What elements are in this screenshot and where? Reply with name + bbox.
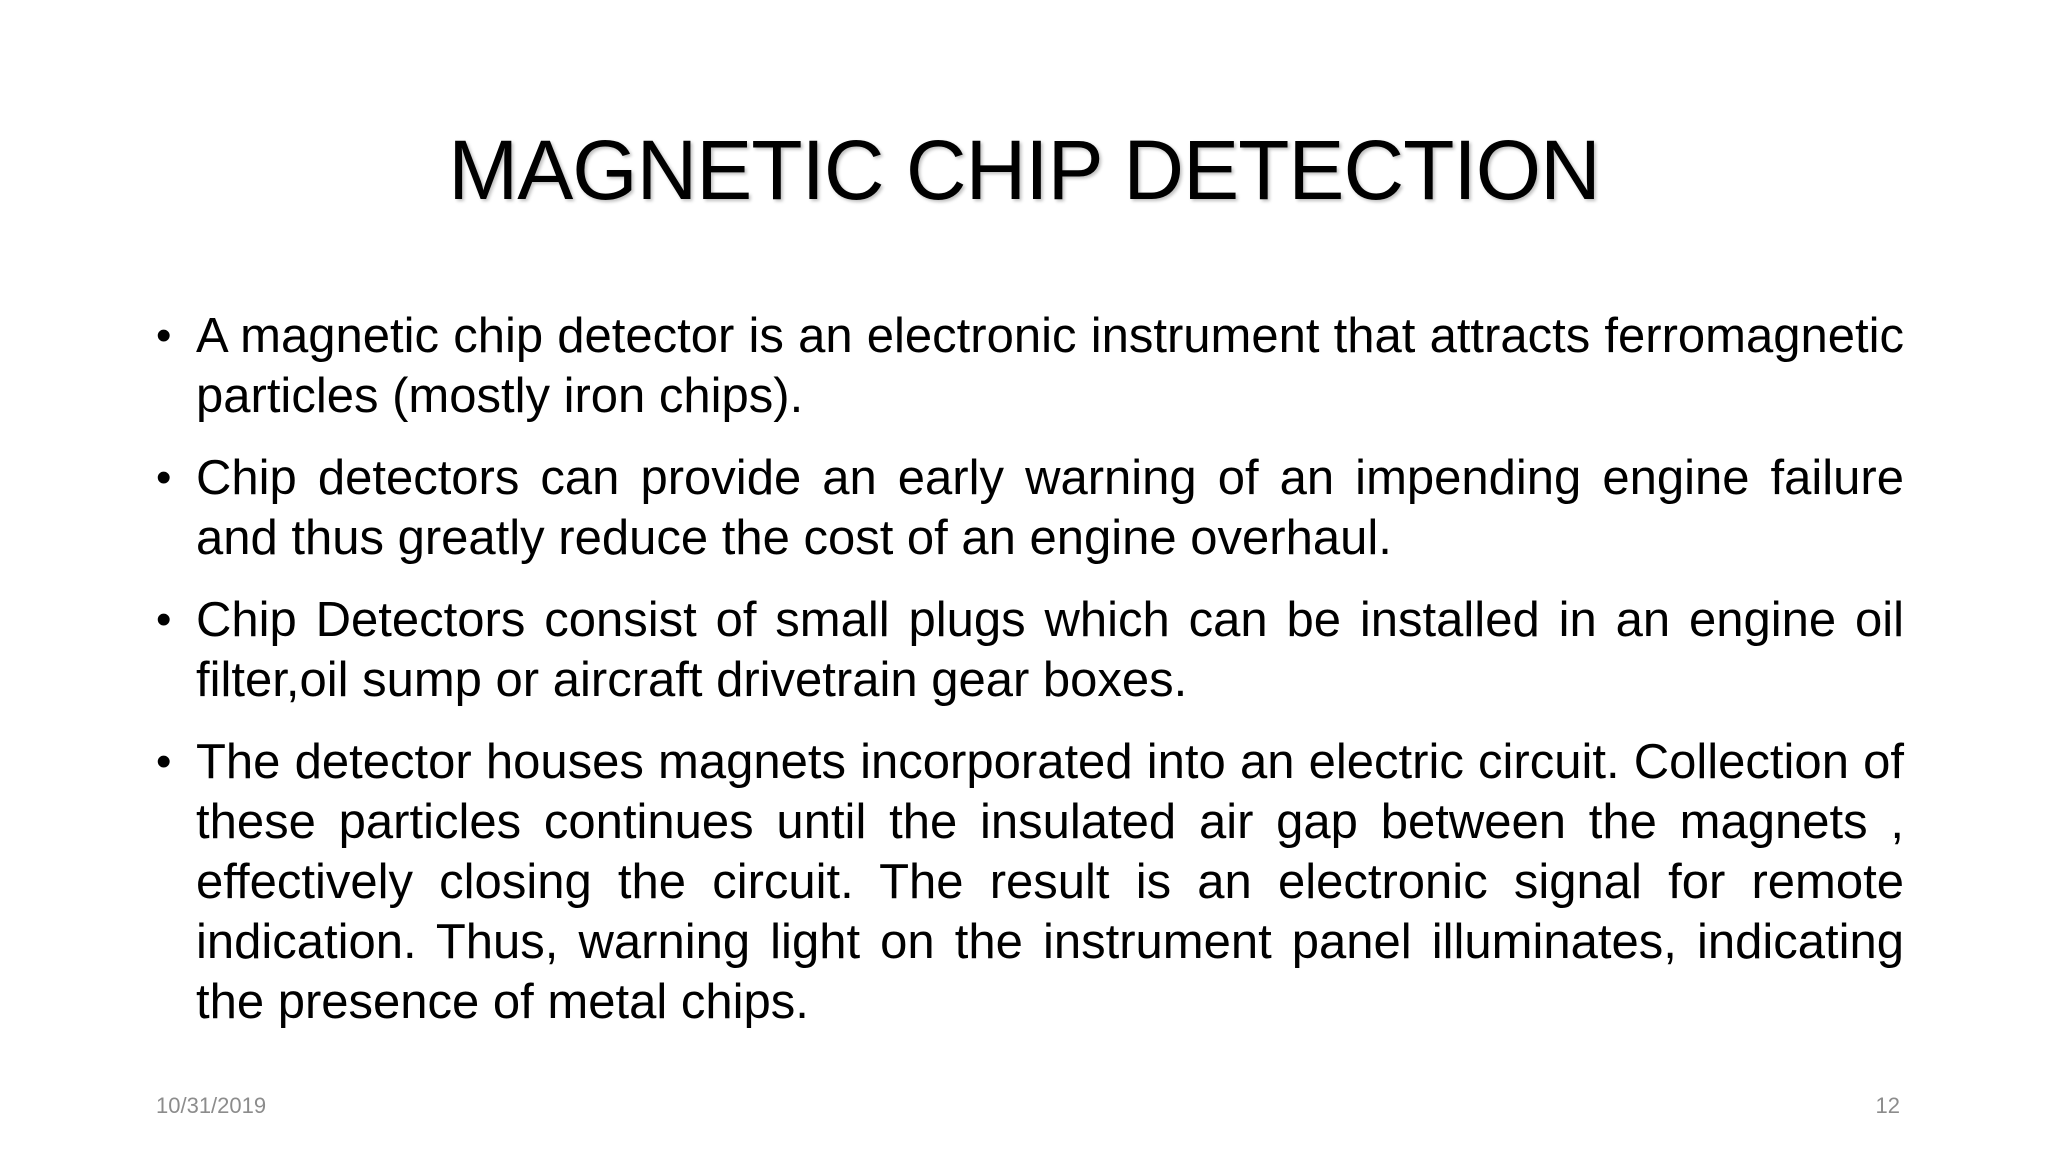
bullet-dot-icon: • <box>156 595 172 644</box>
bullet-text: A magnetic chip detector is an electronic instrument that attracts ferromagnetic particles (mostly iron chips). <box>196 309 1904 423</box>
bullet-item <box>156 448 1904 568</box>
bullet-dot-icon: • <box>156 737 172 786</box>
bullet-dot-icon: • <box>156 453 172 502</box>
bullet-text: The detector houses magnets incorporated into an electric circuit. Collection of these particles continues until the insulated air gap between the magnets , effectively closing the circuit. The result is an electronic signal for remote indication. Thus, warning light on the instrument panel illuminates, indicating the presence of metal chips. <box>196 735 1904 1029</box>
footer-date: 10/31/2019 <box>156 1093 267 1118</box>
bullet-dot-icon: • <box>156 311 172 360</box>
bullet-item <box>156 306 1904 426</box>
bullet-text: Chip detectors can provide an early warning of an impending engine failure and thus greatly reduce the cost of an engine overhaul. <box>196 451 1904 565</box>
footer-page-number: 12 <box>1875 1093 1900 1118</box>
bullet-list <box>156 306 1904 1054</box>
bullet-item <box>156 590 1904 710</box>
bullet-item <box>156 732 1904 1032</box>
slide-title: MAGNETIC CHIP DETECTION <box>448 123 1600 217</box>
bullet-text: Chip Detectors consist of small plugs which can be installed in an engine oil filter,oil sump or aircraft drivetrain gear boxes. <box>196 593 1904 707</box>
